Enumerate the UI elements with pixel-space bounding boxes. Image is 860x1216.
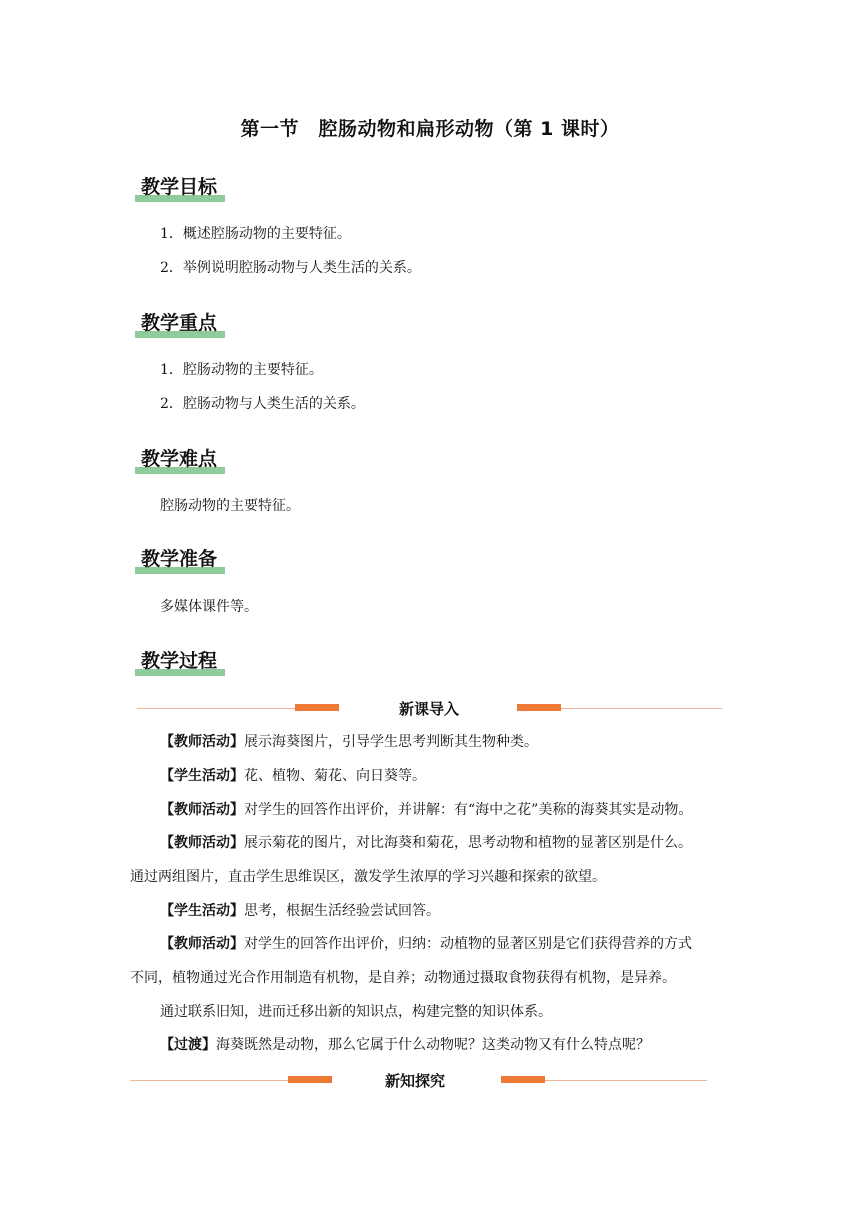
heading-label: 教学准备: [141, 548, 218, 570]
paragraph-text: 海葵既然是动物，那么它属于什么动物呢？这类动物又有什么特点呢？: [216, 1037, 650, 1053]
key-point-item-1: 1．腔肠动物的主要特征。: [160, 362, 323, 378]
process-paragraph: [160, 902, 440, 920]
divider-block: [288, 1076, 332, 1083]
goal-item-2: 2．举例说明腔肠动物与人类生活的关系。: [160, 260, 421, 276]
process-paragraph: 通过联系旧知，进而迁移出新的知识点，构建完整的知识体系。: [160, 1004, 552, 1020]
process-paragraph: [160, 733, 538, 751]
page-title: 第一节 腔肠动物和扁形动物（第 1 课时）: [240, 118, 620, 140]
paragraph-tag: 【教师活动】: [160, 835, 244, 851]
divider-block: [517, 704, 561, 711]
divider-line: [137, 708, 295, 709]
goal-item-1: 1．概述腔肠动物的主要特征。: [160, 226, 351, 242]
heading-label: 教学过程: [141, 650, 218, 672]
paragraph-tag: 【教师活动】: [160, 936, 244, 952]
paragraph-text: 思考，根据生活经验尝试回答。: [244, 903, 440, 919]
key-point-item-2: 2．腔肠动物与人类生活的关系。: [160, 396, 365, 412]
preparation-text: 多媒体课件等。: [160, 599, 258, 615]
process-paragraph: [160, 834, 692, 852]
paragraph-text: 花、植物、菊花、向日葵等。: [244, 768, 426, 784]
paragraph-tag: 【教师活动】: [160, 802, 244, 818]
divider-intro: [137, 700, 722, 718]
divider-line: [130, 1080, 288, 1081]
divider-line: [561, 708, 722, 709]
paragraph-tag: 【过渡】: [160, 1037, 216, 1053]
divider-block: [501, 1076, 545, 1083]
divider-explore: [130, 1072, 707, 1090]
divider-block: [295, 704, 339, 711]
divider-line: [545, 1080, 707, 1081]
heading-label: 教学重点: [141, 312, 218, 334]
paragraph-tag: 【学生活动】: [160, 903, 244, 919]
divider-label: 新课导入: [398, 700, 459, 718]
heading-label: 教学目标: [141, 176, 218, 198]
process-paragraph: [160, 767, 426, 785]
difficulty-text: 腔肠动物的主要特征。: [160, 498, 300, 514]
divider-label: 新知探究: [384, 1072, 445, 1090]
process-paragraph-continuation: 不同，植物通过光合作用制造有机物，是自养；动物通过摄取食物获得有机物，是异养。: [130, 970, 676, 986]
paragraph-text: 对学生的回答作出评价，归纳：动植物的显著区别是它们获得营养的方式: [244, 936, 692, 952]
paragraph-text: 展示海葵图片，引导学生思考判断其生物种类。: [244, 734, 538, 750]
paragraph-text: 对学生的回答作出评价，并讲解：有“海中之花”美称的海葵其实是动物。: [244, 802, 693, 818]
process-paragraph-continuation: 通过两组图片，直击学生思维误区，激发学生浓厚的学习兴趣和探索的欲望。: [130, 869, 606, 885]
paragraph-tag: 【学生活动】: [160, 768, 244, 784]
heading-label: 教学难点: [141, 448, 218, 470]
process-paragraph: [160, 1036, 650, 1054]
paragraph-text: 展示菊花的图片，对比海葵和菊花，思考动物和植物的显著区别是什么。: [244, 835, 692, 851]
process-paragraph: [160, 801, 692, 819]
process-paragraph: [160, 935, 692, 953]
paragraph-tag: 【教师活动】: [160, 734, 244, 750]
